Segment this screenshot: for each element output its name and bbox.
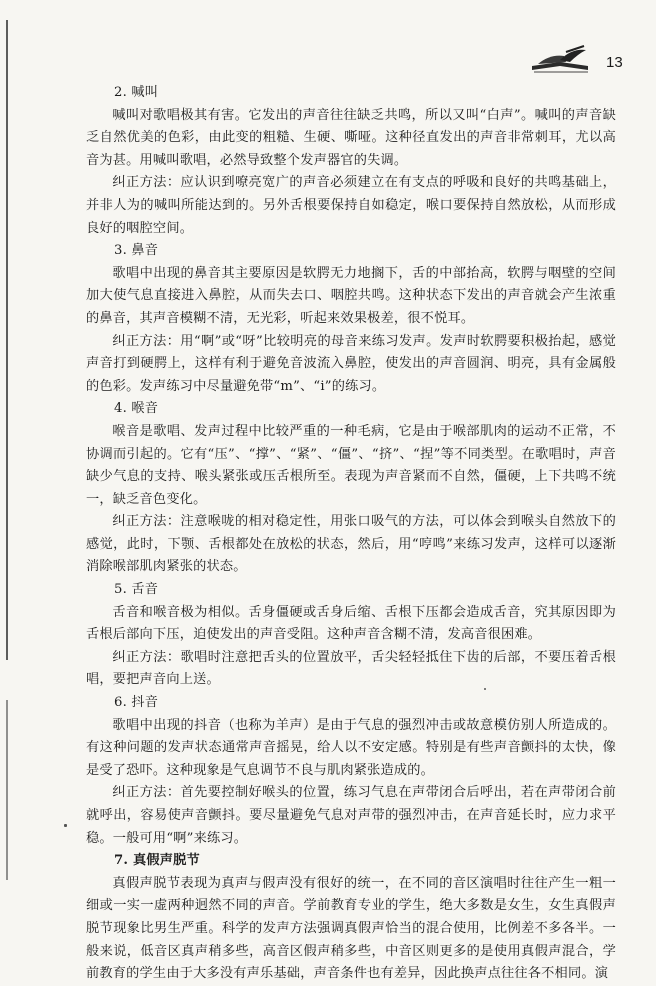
paragraph: 喉音是歌唱、发声过程中比较严重的一种毛病，它是由于喉部肌肉的运动不正常，不协调而引起的。它有“压”、“撑”、“紧”、“僵”、“挤”、“捏”等不同类型。在歌唱时，声音缺少气息的支持、喉头紧张或压舌根所至。表现为声音紧而不自然，僵硬，上下共鸣不统一，缺乏音色变化。 [86, 423, 616, 507]
scan-speck [484, 688, 486, 690]
paragraph: 纠正方法：应认识到嘹亮宽广的声音必须建立在有支点的呼吸和良好的共鸣基础上，并非人为的喊叫所能达到的。另外舌根要保持自如稳定，喉口要保持自然放松，从而形成良好的咽腔空间。 [86, 175, 616, 236]
paragraph: 歌唱中出现的抖音（也称为羊声）是由于气息的强烈冲击或故意模仿别人所造成的。有这种问题的发声状态通常声音摇晃，给人以不安定感。特别是有些声音颤抖的太快，像是受了恐吓。这种现象是气息调节不良与肌肉紧张造成的。 [86, 717, 616, 778]
section-heading: 4. 喉音 [114, 401, 159, 417]
section-heading: 3. 鼻音 [114, 243, 159, 259]
paragraph: 纠正方法：歌唱时注意把舌头的位置放平，舌尖轻轻抵住下齿的后部，不要压着舌根唱，要把声音向上送。 [86, 649, 616, 688]
page-number: 13 [606, 54, 623, 71]
paragraph: 纠正方法：首先要控制好喉头的位置，练习气息在声带闭合后呼出，若在声带闭合前就呼出，容易使声音颤抖。要尽量避免气息对声带的强烈冲击，在声音延长时，应力求平稳。一般可用“啊”来练习。 [86, 785, 616, 846]
page-body [86, 82, 616, 986]
section-heading: 7. 真假声脱节 [114, 853, 200, 869]
paragraph: 舌音和喉音极为相似。舌身僵硬或舌身后缩、舌根下压都会造成舌音，究其原因即为舌根后部向下压，迫使发出的声音受阻。这种声音含糊不清，发高音很困难。 [86, 604, 616, 643]
paragraph: 真假声脱节表现为真声与假声没有很好的统一，在不同的音区演唱时往往产生一粗一细或一实一虚两种迥然不同的声音。学前教育专业的学生，绝大多数是女生，女生真假声脱节现象比男生严重。科学的发声方法强调真假声恰当的混合使用，比例差不多各半。一般来说，低音区真声稍多些，高音区假声稍多些，中音区则更多的是使用真假声混合，学前教育的学生由于大多没有声乐基础，声音条件也有差异，因此换声点往往各不相同。演 [86, 875, 616, 982]
scan-binding-edge [6, 20, 8, 660]
scan-binding-edge-lower [6, 700, 8, 880]
paragraph: 歌唱中出现的鼻音其主要原因是软腭无力地搁下，舌的中部抬高，软腭与咽壁的空间加大使气息直接进入鼻腔，从而失去口、咽腔共鸣。这种状态下发出的声音就会产生浓重的鼻音，其声音模糊不清，无光彩，听起来效果极差，很不悦耳。 [86, 265, 616, 326]
paragraph: 纠正方法：用“啊”或“呀”比较明亮的母音来练习发声。发声时软腭要积极抬起，感觉声音打到硬腭上，这样有利于避免音波流入鼻腔，使发出的声音圆润、明亮，具有金属般的色彩。发声练习中尽量避免带“m”、“i”的练习。 [86, 333, 616, 394]
section-heading: 5. 舌音 [114, 582, 159, 598]
section-heading: 6. 抖音 [114, 695, 159, 711]
scan-speck [64, 824, 67, 827]
paragraph: 纠正方法：注意喉咙的相对稳定性，用张口吸气的方法，可以体会到喉头自然放下的感觉，此时，下颚、舌根都处在放松的状态，然后，用“哼鸣”来练习发声，这样可以逐渐消除喉部肌肉紧张的状态。 [86, 514, 616, 575]
paragraph: 喊叫对歌唱极其有害。它发出的声音往往缺乏共鸣，所以又叫“白声”。喊叫的声音缺乏自然优美的色彩，由此变的粗糙、生硬、嘶哑。这种径直发出的声音非常刺耳，尤以高音为甚。用喊叫歌唱，必然导致整个发声器官的失调。 [86, 107, 616, 168]
section-heading: 2. 喊叫 [114, 85, 159, 100]
book-quill-icon [530, 44, 592, 78]
